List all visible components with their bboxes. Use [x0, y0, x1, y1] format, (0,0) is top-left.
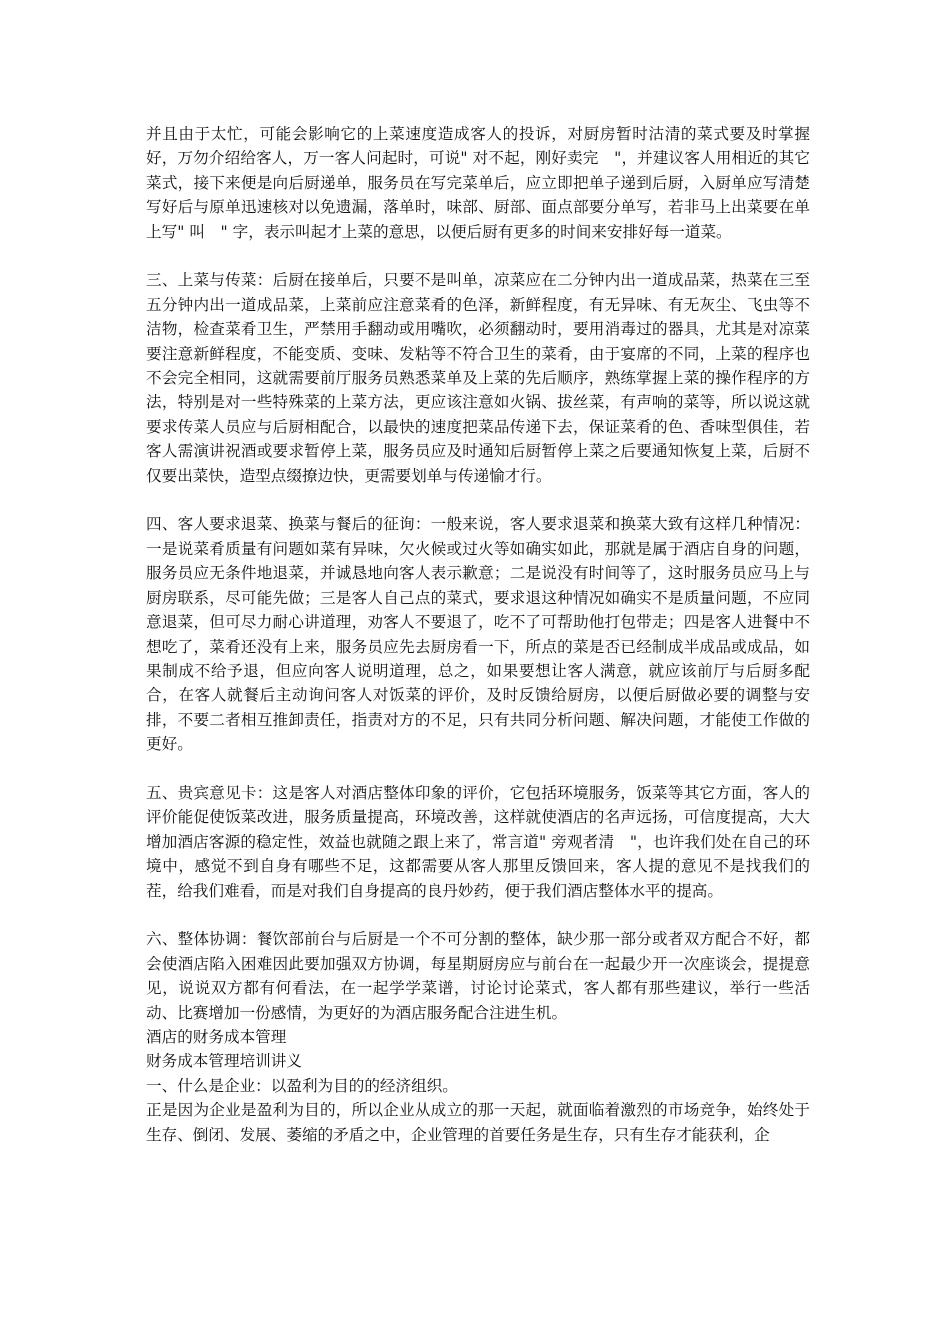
paragraph-enterprise-competition: 正是因为企业是盈利为目的，所以企业从成立的那一天起，就面临着激烈的市场竞争，始终处于生存、倒闭、发展、萎缩的矛盾之中，企业管理的首要任务是生存，只有生存才能获利，企 [146, 1101, 810, 1144]
paragraph-spacer [146, 757, 810, 781]
paragraph-spacer [146, 488, 810, 512]
paragraph-serving-dishes: 三、上菜与传菜：后厨在接单后，只要不是叫单，凉菜应在二分钟内出一道成品菜，热菜在三至五分钟内出一道成品菜，上菜前应注意菜肴的色泽，新鲜程度，有无异味、有无灰尘、飞虫等不洁物，检查菜肴卫生，严禁用手翻动或用嘴吹，必须翻动时，要用消毒过的器具，尤其是对凉菜要注意新鲜程度，不能变质、变味、发粘等不符合卫生的菜肴，由于宴席的不同，上菜的程序也不会完全相同，这就需要前厅服务员熟悉菜单及上菜的先后顺序，熟练掌握上菜的操作程序的方法，特别是对一些特殊菜的上菜方法，更应该注意如火锅、拔丝菜，有声响的菜等，所以说这就要求传菜人员应与后厨相配合，以最快的速度把菜品传递下去，保证菜肴的色、香味型俱佳，若客人需演讲祝酒或要求暂停上菜，服务员应及时通知后厨暂停上菜之后要通知恢复上菜，后厨不仅要出菜快，造型点缀撩边快，更需要划单与传递愉才行。 [146, 271, 810, 485]
paragraph-spacer [146, 903, 810, 927]
section-title-financial-cost: 酒店的财务成本管理 [146, 1027, 287, 1046]
paragraph-overall-coordination: 六、整体协调：餐饮部前台与后厨是一个不可分割的整体，缺少那一部分或者双方配合不好，都会使酒店陷入困难因此要加强双方协调，每星期厨房应与前台在一起最少开一次座谈会，提提意见，说说双方都有何看法，在一起学学菜谱，讨论讨论菜式，客人都有那些建议，举行一些活动、比赛增加一份感情，为更好的为酒店服务配合注进生机。 [146, 930, 810, 1022]
section-subtitle-training-notes: 财务成本管理培训讲义 [146, 1052, 302, 1071]
paragraph-ordering-tips: 并且由于太忙，可能会影响它的上菜速度造成客人的投诉，对厨房暂时沽清的菜式要及时掌握好，万勿介绍给客人，万一客人问起时，可说" 对不起，刚好卖完 "，并建议客人用相近的其它菜式，接下来便是向后厨递单，服务员在写完菜单后，应立即把单子递到后厨，入厨单应写清楚写好后与原单迅速核对以免遗漏，落单时，味部、厨部、面点部要分单写，若非马上出菜要在单上写" 叫 " 字，表示叫起才上菜的意思，以便后厨有更多的时间来安排好每一道菜。 [146, 125, 810, 241]
paragraph-return-dishes: 四、客人要求退菜、换菜与餐后的征询：一般来说，客人要求退菜和换菜大致有这样几种情况：一是说菜肴质量有问题如菜有异味，欠火候或过火等如确实如此，那就是属于酒店自身的问题，服务员应无条件地退菜，并诚恳地向客人表示歉意；二是说没有时间等了，这时服务员应马上与厨房联系，尽可能先做；三是客人自己点的菜式，要求退这种情况如确实不是质量问题，不应同意退菜，但可尽力耐心讲道理，劝客人不要退了，吃不了可帮助他打包带走；四是客人进餐中不想吃了，菜肴还没有上来，服务员应先去厨房看一下，所点的菜是否已经制成半成品或成品，如果制成不给予退，但应向客人说明道理，总之，如果要想让客人满意，就应该前厅与后厨多配合，在客人就餐后主动询问客人对饭菜的评价，及时反馈给厨房，以便后厨做必要的调整与安排，不要二者相互推卸责任，指责对方的不足，只有共同分析问题、解决问题，才能使工作做的更好。 [146, 515, 810, 754]
paragraph-vip-feedback-card: 五、贵宾意见卡：这是客人对酒店整体印象的评价，它包括环境服务，饭菜等其它方面，客人的评价能促使饭菜改进，服务质量提高，环境改善，这样就使酒店的名声远扬，可信度提高，大大增加酒店客源的稳定性，效益也就随之跟上来了，常言道" 旁观者清 "，也许我们处在自己的环境中，感觉不到自身有哪些不足，这都需要从客人那里反馈回来，客人提的意见不是找我们的茬，给我们难看，而是对我们自身提高的良丹妙药，便于我们酒店整体水平的提高。 [146, 783, 810, 900]
paragraph-spacer [146, 244, 810, 268]
document-page [146, 122, 810, 1147]
heading-what-is-enterprise: 一、什么是企业：以盈利为目的的经济组织。 [146, 1076, 458, 1095]
